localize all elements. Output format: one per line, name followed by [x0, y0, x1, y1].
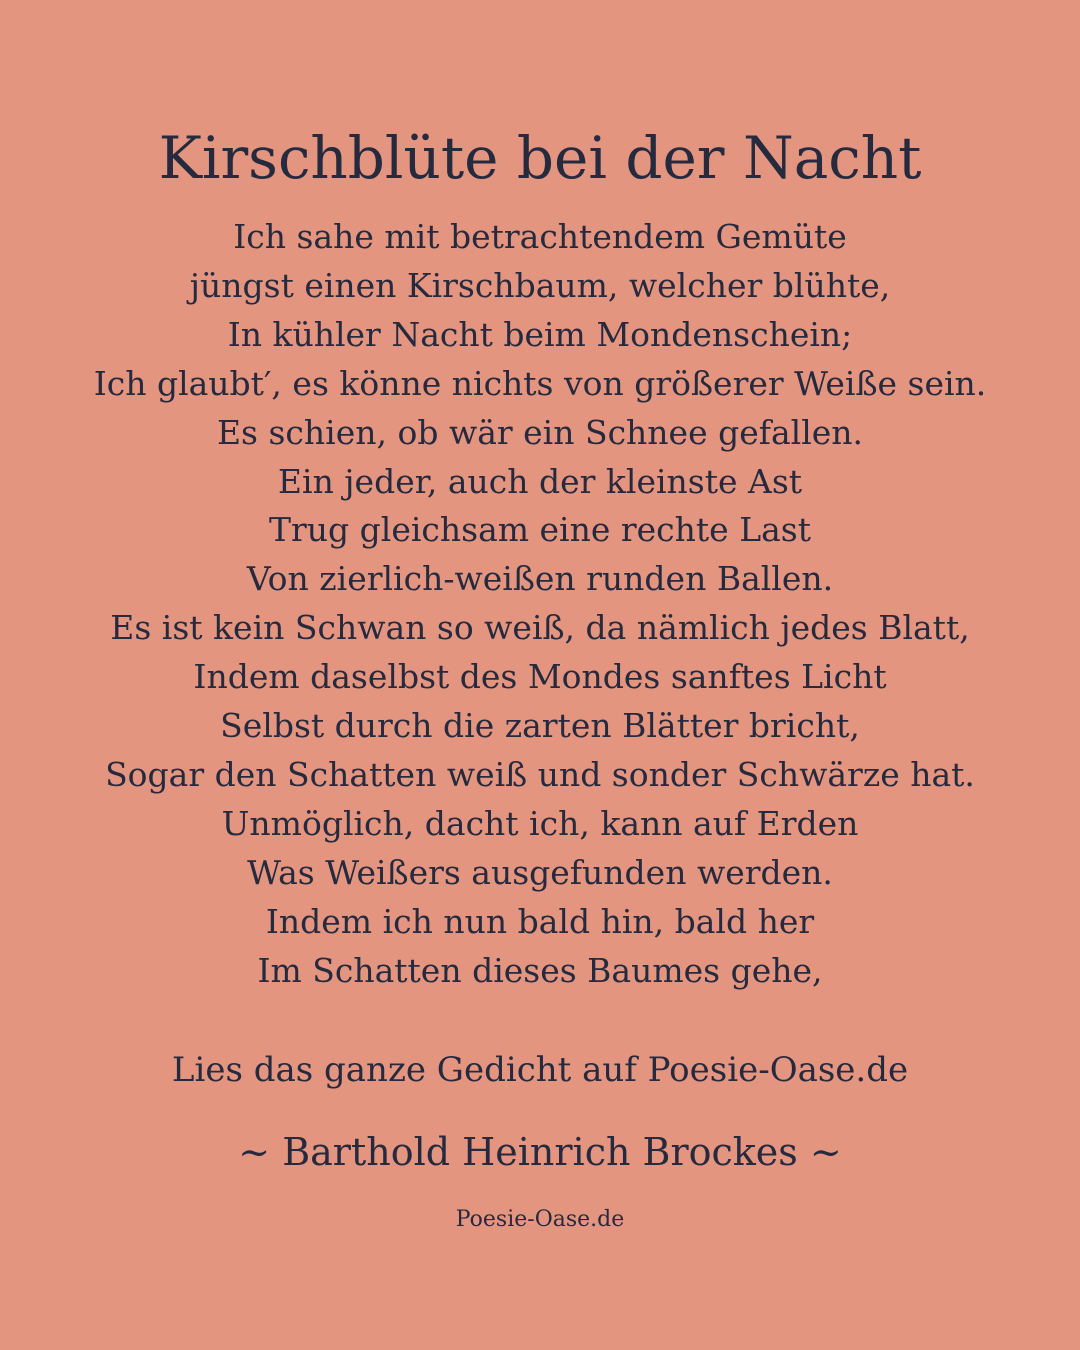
- poem-line: jüngst einen Kirschbaum, welcher blühte,: [189, 265, 891, 305]
- poem-line: Ich sahe mit betrachtendem Gemüte: [233, 217, 847, 256]
- poem-author: ~ Barthold Heinrich Brockes ~: [238, 1130, 842, 1174]
- poem-line: Was Weißers ausgefunden werden.: [247, 852, 833, 892]
- poem-line: Indem daselbst des Mondes sanftes Licht: [193, 657, 887, 697]
- poem-lines: [0, 213, 1080, 996]
- poem-line: Selbst durch die zarten Blätter bricht,: [220, 706, 860, 746]
- read-full-poem-text: Lies das ganze Gedicht auf Poesie-Oase.de: [171, 1050, 909, 1090]
- poem-line: Indem ich nun bald hin, bald her: [265, 901, 815, 941]
- footer-brand: Poesie-Oase.de: [455, 1207, 625, 1232]
- poem-line: Im Schatten dieses Baumes gehe,: [257, 950, 823, 990]
- poem-line: In kühler Nacht beim Mondenschein;: [227, 314, 853, 354]
- poem-line: Unmöglich, dacht ich, kann auf Erden: [221, 803, 859, 843]
- poem-line: Ein jeder, auch der kleinste Ast: [277, 461, 803, 501]
- poem-line: Von zierlich-weißen runden Ballen.: [246, 559, 834, 599]
- poem-line: Sogar den Schatten weiß und sonder Schwärze hat.: [105, 754, 975, 794]
- poem-line: Trug gleichsam eine rechte Last: [268, 510, 811, 550]
- poem-title: Kirschblüte bei der Nacht: [158, 124, 922, 192]
- poem-line: Ich glaubt′, es könne nichts von größerer Weiße sein.: [93, 363, 987, 403]
- poem-line: Es schien, ob wär ein Schnee gefallen.: [216, 412, 864, 452]
- poem-line: Es ist kein Schwan so weiß, da nämlich jedes Blatt,: [110, 608, 970, 648]
